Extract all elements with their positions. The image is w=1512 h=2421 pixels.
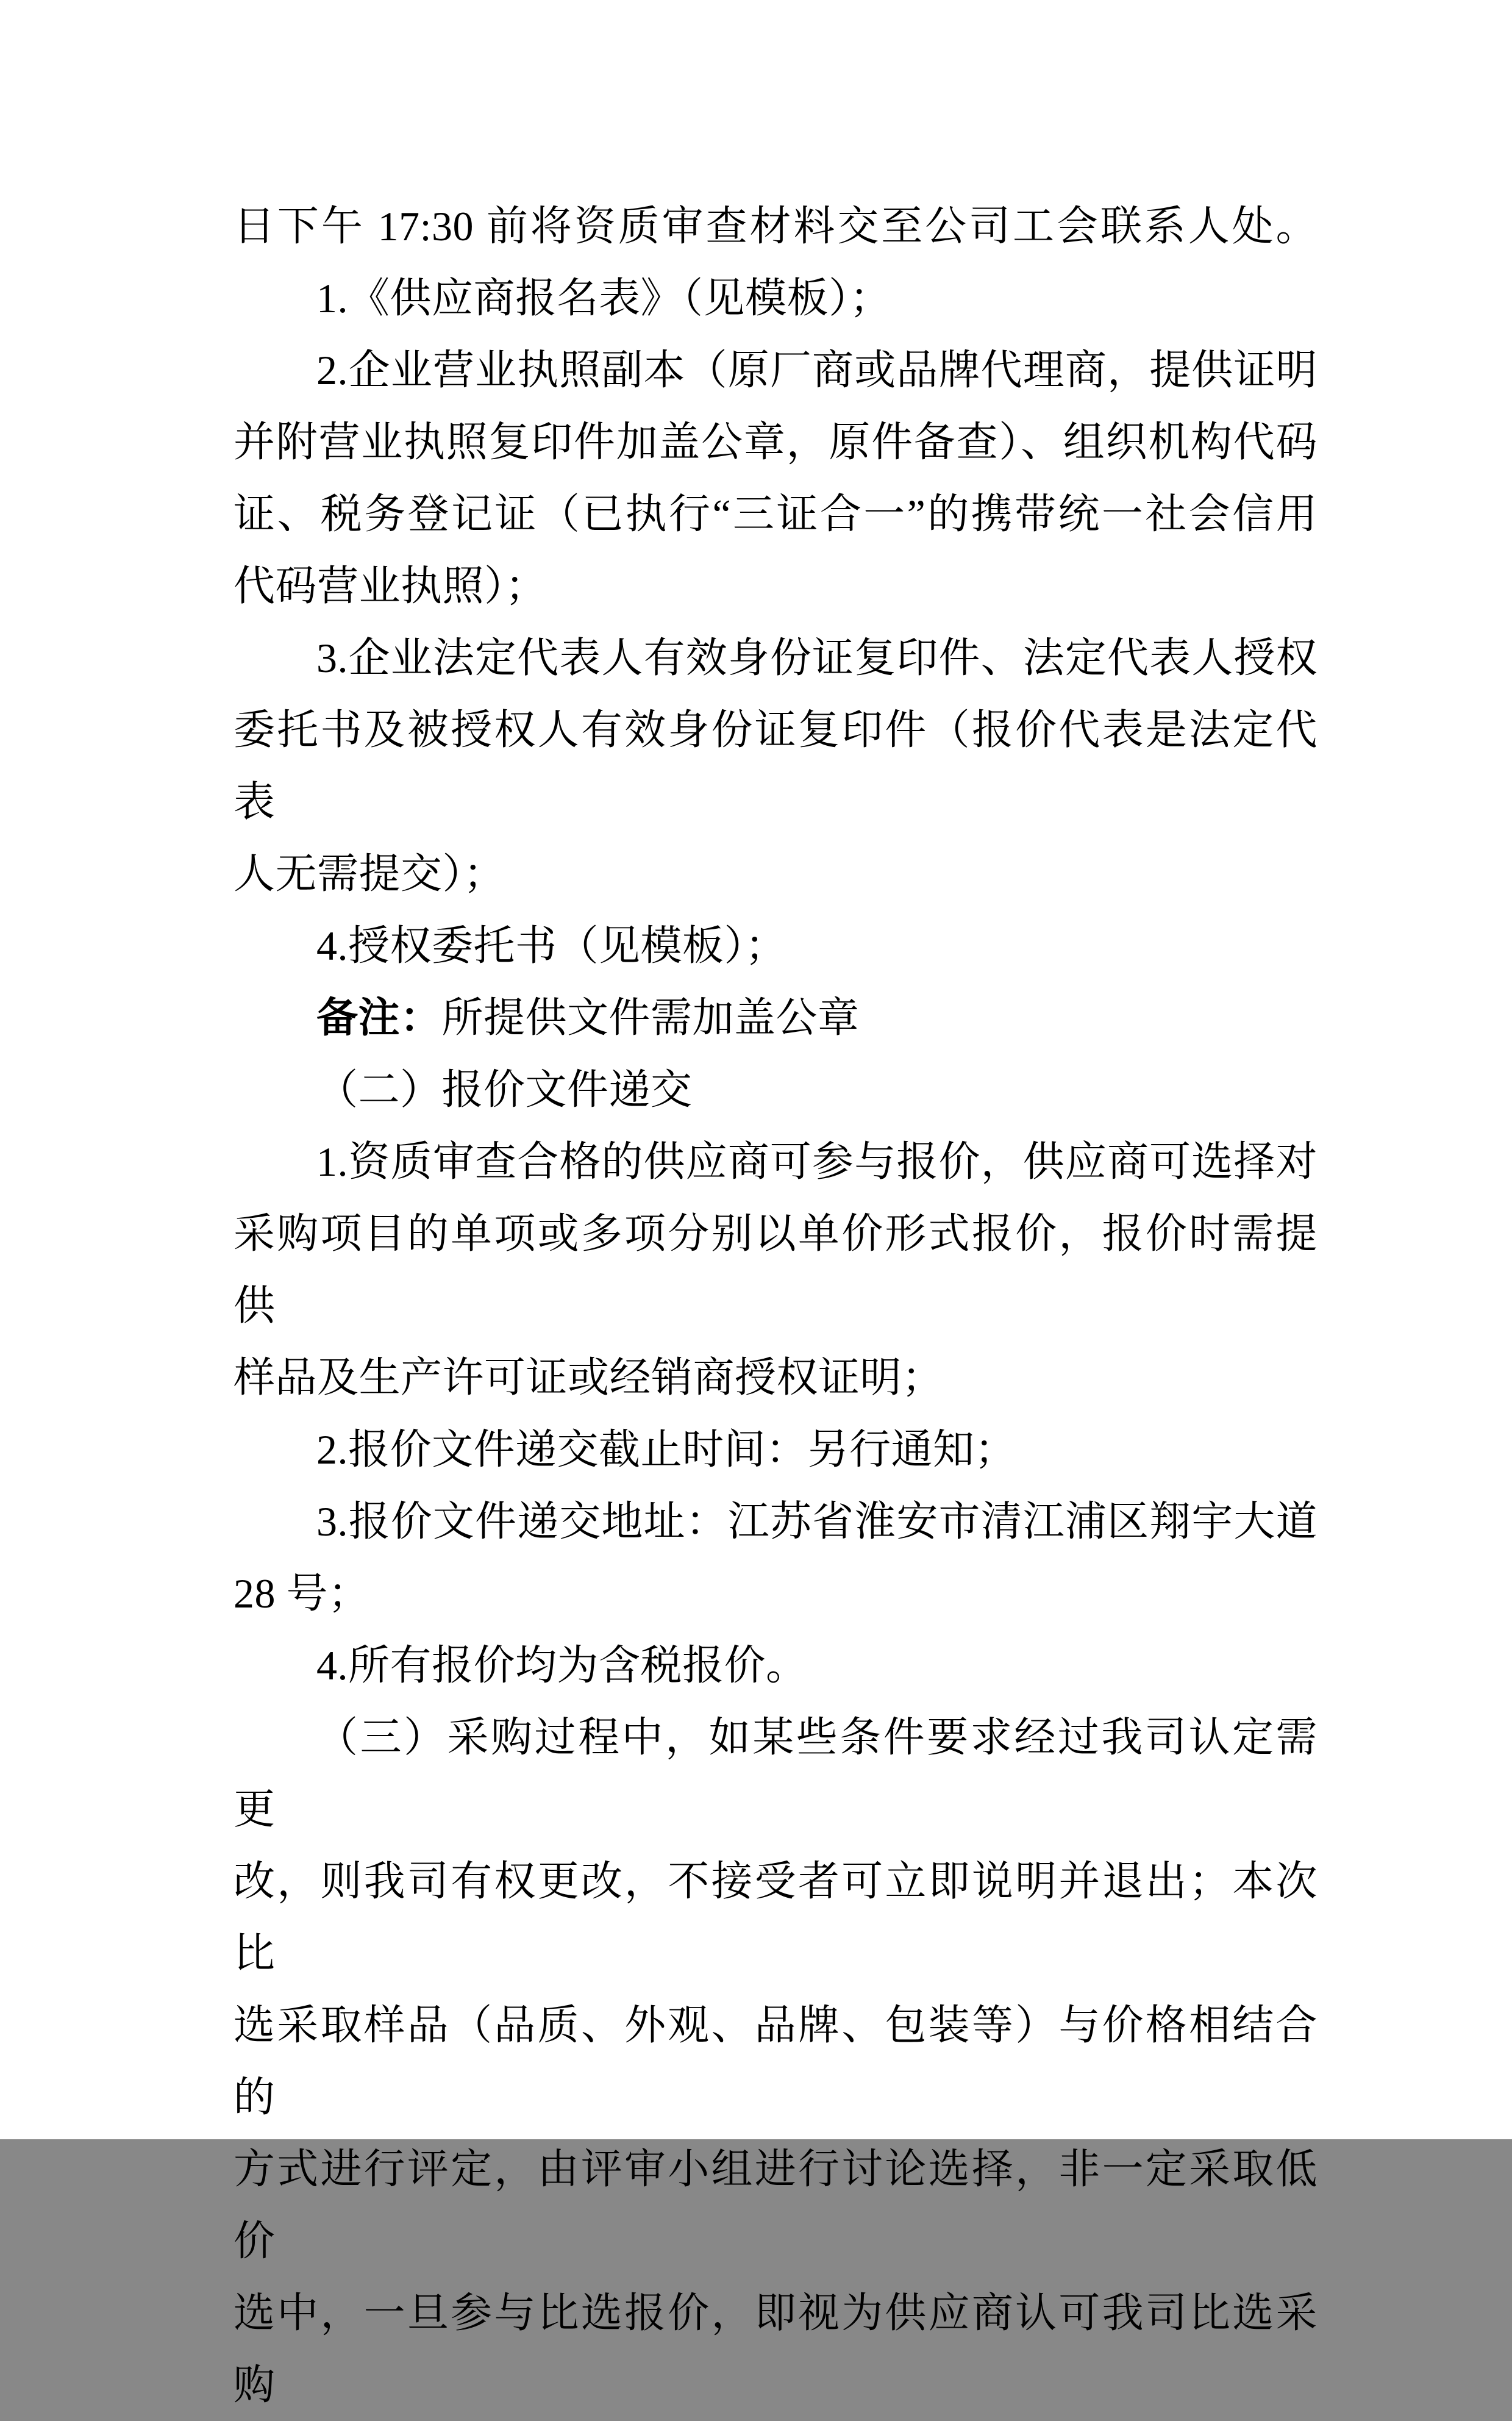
text-line: 2.企业营业执照副本（原厂商或品牌代理商，提供证明 xyxy=(316,347,1318,393)
text-line: 3.报价文件递交地址：江苏省淮安市清江浦区翔宇大道 xyxy=(316,1498,1318,1545)
text-line: 代码营业执照）； xyxy=(234,563,547,609)
text-line: 1.资质审查合格的供应商可参与报价，供应商可选择对 xyxy=(316,1139,1318,1185)
text-line: 日下午 17:30 前将资质审查材料交至公司工会联系人处。 xyxy=(234,203,1318,249)
text-line: 4.授权委托书（见模板）； xyxy=(316,923,787,969)
line-bold-prefix: 备注： xyxy=(316,995,442,1041)
line-text: 所提供文件需加盖公章 xyxy=(441,995,860,1041)
text-line: 并附营业执照复印件加盖公章，原件备查）、组织机构代码 xyxy=(234,419,1318,465)
document-body xyxy=(234,190,1318,2421)
text-line: 1.《供应商报名表》（见模板）； xyxy=(316,275,892,321)
text-line: 28 号； xyxy=(234,1570,370,1617)
text-line: 证、税务登记证（已执行“三证合一”的携带统一社会信用 xyxy=(234,491,1318,537)
text-line: 3.企业法定代表人有效身份证复印件、法定代表人授权 xyxy=(316,635,1318,681)
text-line: 选中，一旦参与比选报价，即视为供应商认可我司比选采购 xyxy=(234,2290,1318,2408)
text-line xyxy=(234,982,1318,1054)
text-line: 选采取样品（品质、外观、品牌、包装等）与价格相结合的 xyxy=(234,2002,1318,2120)
text-line: （二）报价文件递交 xyxy=(316,1067,693,1113)
text-line: 样品及生产许可证或经销商授权证明； xyxy=(234,1354,944,1401)
text-line: 改，则我司有权更改，不接受者可立即说明并退出；本次比 xyxy=(234,1858,1318,1976)
text-line: （三）采购过程中，如某些条件要求经过我司认定需更 xyxy=(234,1714,1318,1833)
text-line: 方式进行评定，由评审小组进行讨论选择，非一定采取低价 xyxy=(234,2146,1318,2264)
text-line: 采购项目的单项或多项分别以单价形式报价，报价时需提供 xyxy=(234,1210,1318,1329)
text-line: 4.所有报价均为含税报价。 xyxy=(316,1642,808,1689)
text-line: 委托书及被授权人有效身份证复印件（报价代表是法定代表 xyxy=(234,707,1318,825)
text-line: 人无需提交）； xyxy=(234,851,505,897)
text-line: 2.报价文件递交截止时间：另行通知； xyxy=(316,1426,1017,1473)
